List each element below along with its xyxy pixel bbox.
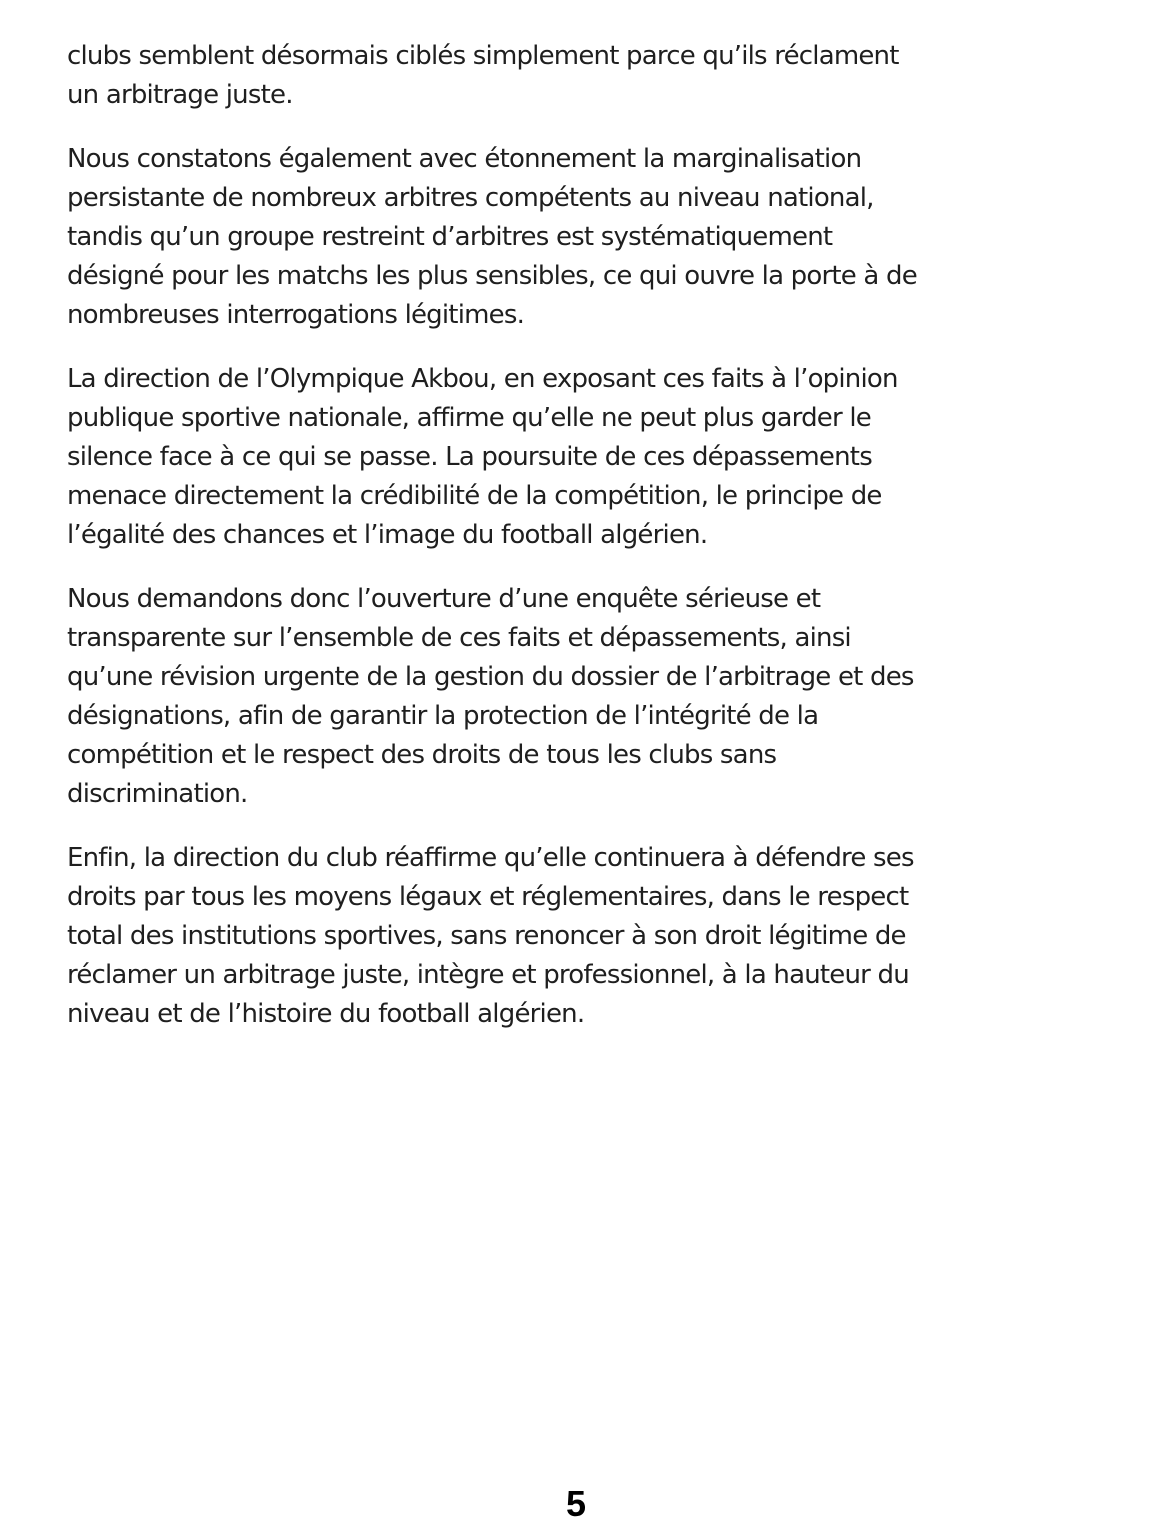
paragraph-3 xyxy=(67,360,1077,555)
text-line: Enfin, la direction du club réaffirme qu’elle continuera à défendre ses xyxy=(67,843,914,873)
text-line: discrimination. xyxy=(67,779,248,809)
text-line: désigné pour les matchs les plus sensibles, ce qui ouvre la porte à de xyxy=(67,261,917,291)
page-number: 5 xyxy=(565,1483,587,1524)
paragraph-4 xyxy=(67,580,1077,814)
text-line: transparente sur l’ensemble de ces faits et dépassements, ainsi xyxy=(67,623,851,653)
text-line: menace directement la crédibilité de la compétition, le principe de xyxy=(67,481,882,511)
text-line: désignations, afin de garantir la protection de l’intégrité de la xyxy=(67,701,819,731)
text-line: La direction de l’Olympique Akbou, en exposant ces faits à l’opinion xyxy=(67,364,898,394)
paragraph-1 xyxy=(67,37,1077,115)
paragraph-5 xyxy=(67,839,1077,1034)
text-line: réclamer un arbitrage juste, intègre et professionnel, à la hauteur du xyxy=(67,960,909,990)
text-line: compétition et le respect des droits de tous les clubs sans xyxy=(67,740,777,770)
text-line: droits par tous les moyens légaux et réglementaires, dans le respect xyxy=(67,882,909,912)
text-line: clubs semblent désormais ciblés simplement parce qu’ils réclament xyxy=(67,41,899,71)
text-line: Nous demandons donc l’ouverture d’une enquête sérieuse et xyxy=(67,584,821,614)
text-line: niveau et de l’histoire du football algérien. xyxy=(67,999,585,1029)
text-line: l’égalité des chances et l’image du football algérien. xyxy=(67,520,708,550)
text-line: silence face à ce qui se passe. La poursuite de ces dépassements xyxy=(67,442,872,472)
text-line: nombreuses interrogations légitimes. xyxy=(67,300,525,330)
text-line: publique sportive nationale, affirme qu’elle ne peut plus garder le xyxy=(67,403,871,433)
text-line: un arbitrage juste. xyxy=(67,80,293,110)
text-line: total des institutions sportives, sans renoncer à son droit légitime de xyxy=(67,921,906,951)
text-line: Nous constatons également avec étonnement la marginalisation xyxy=(67,144,862,174)
body-text xyxy=(67,37,1077,1059)
text-line: persistante de nombreux arbitres compétents au niveau national, xyxy=(67,183,874,213)
paragraph-2 xyxy=(67,140,1077,335)
text-line: qu’une révision urgente de la gestion du dossier de l’arbitrage et des xyxy=(67,662,914,692)
text-line: tandis qu’un groupe restreint d’arbitres est systématiquement xyxy=(67,222,833,252)
